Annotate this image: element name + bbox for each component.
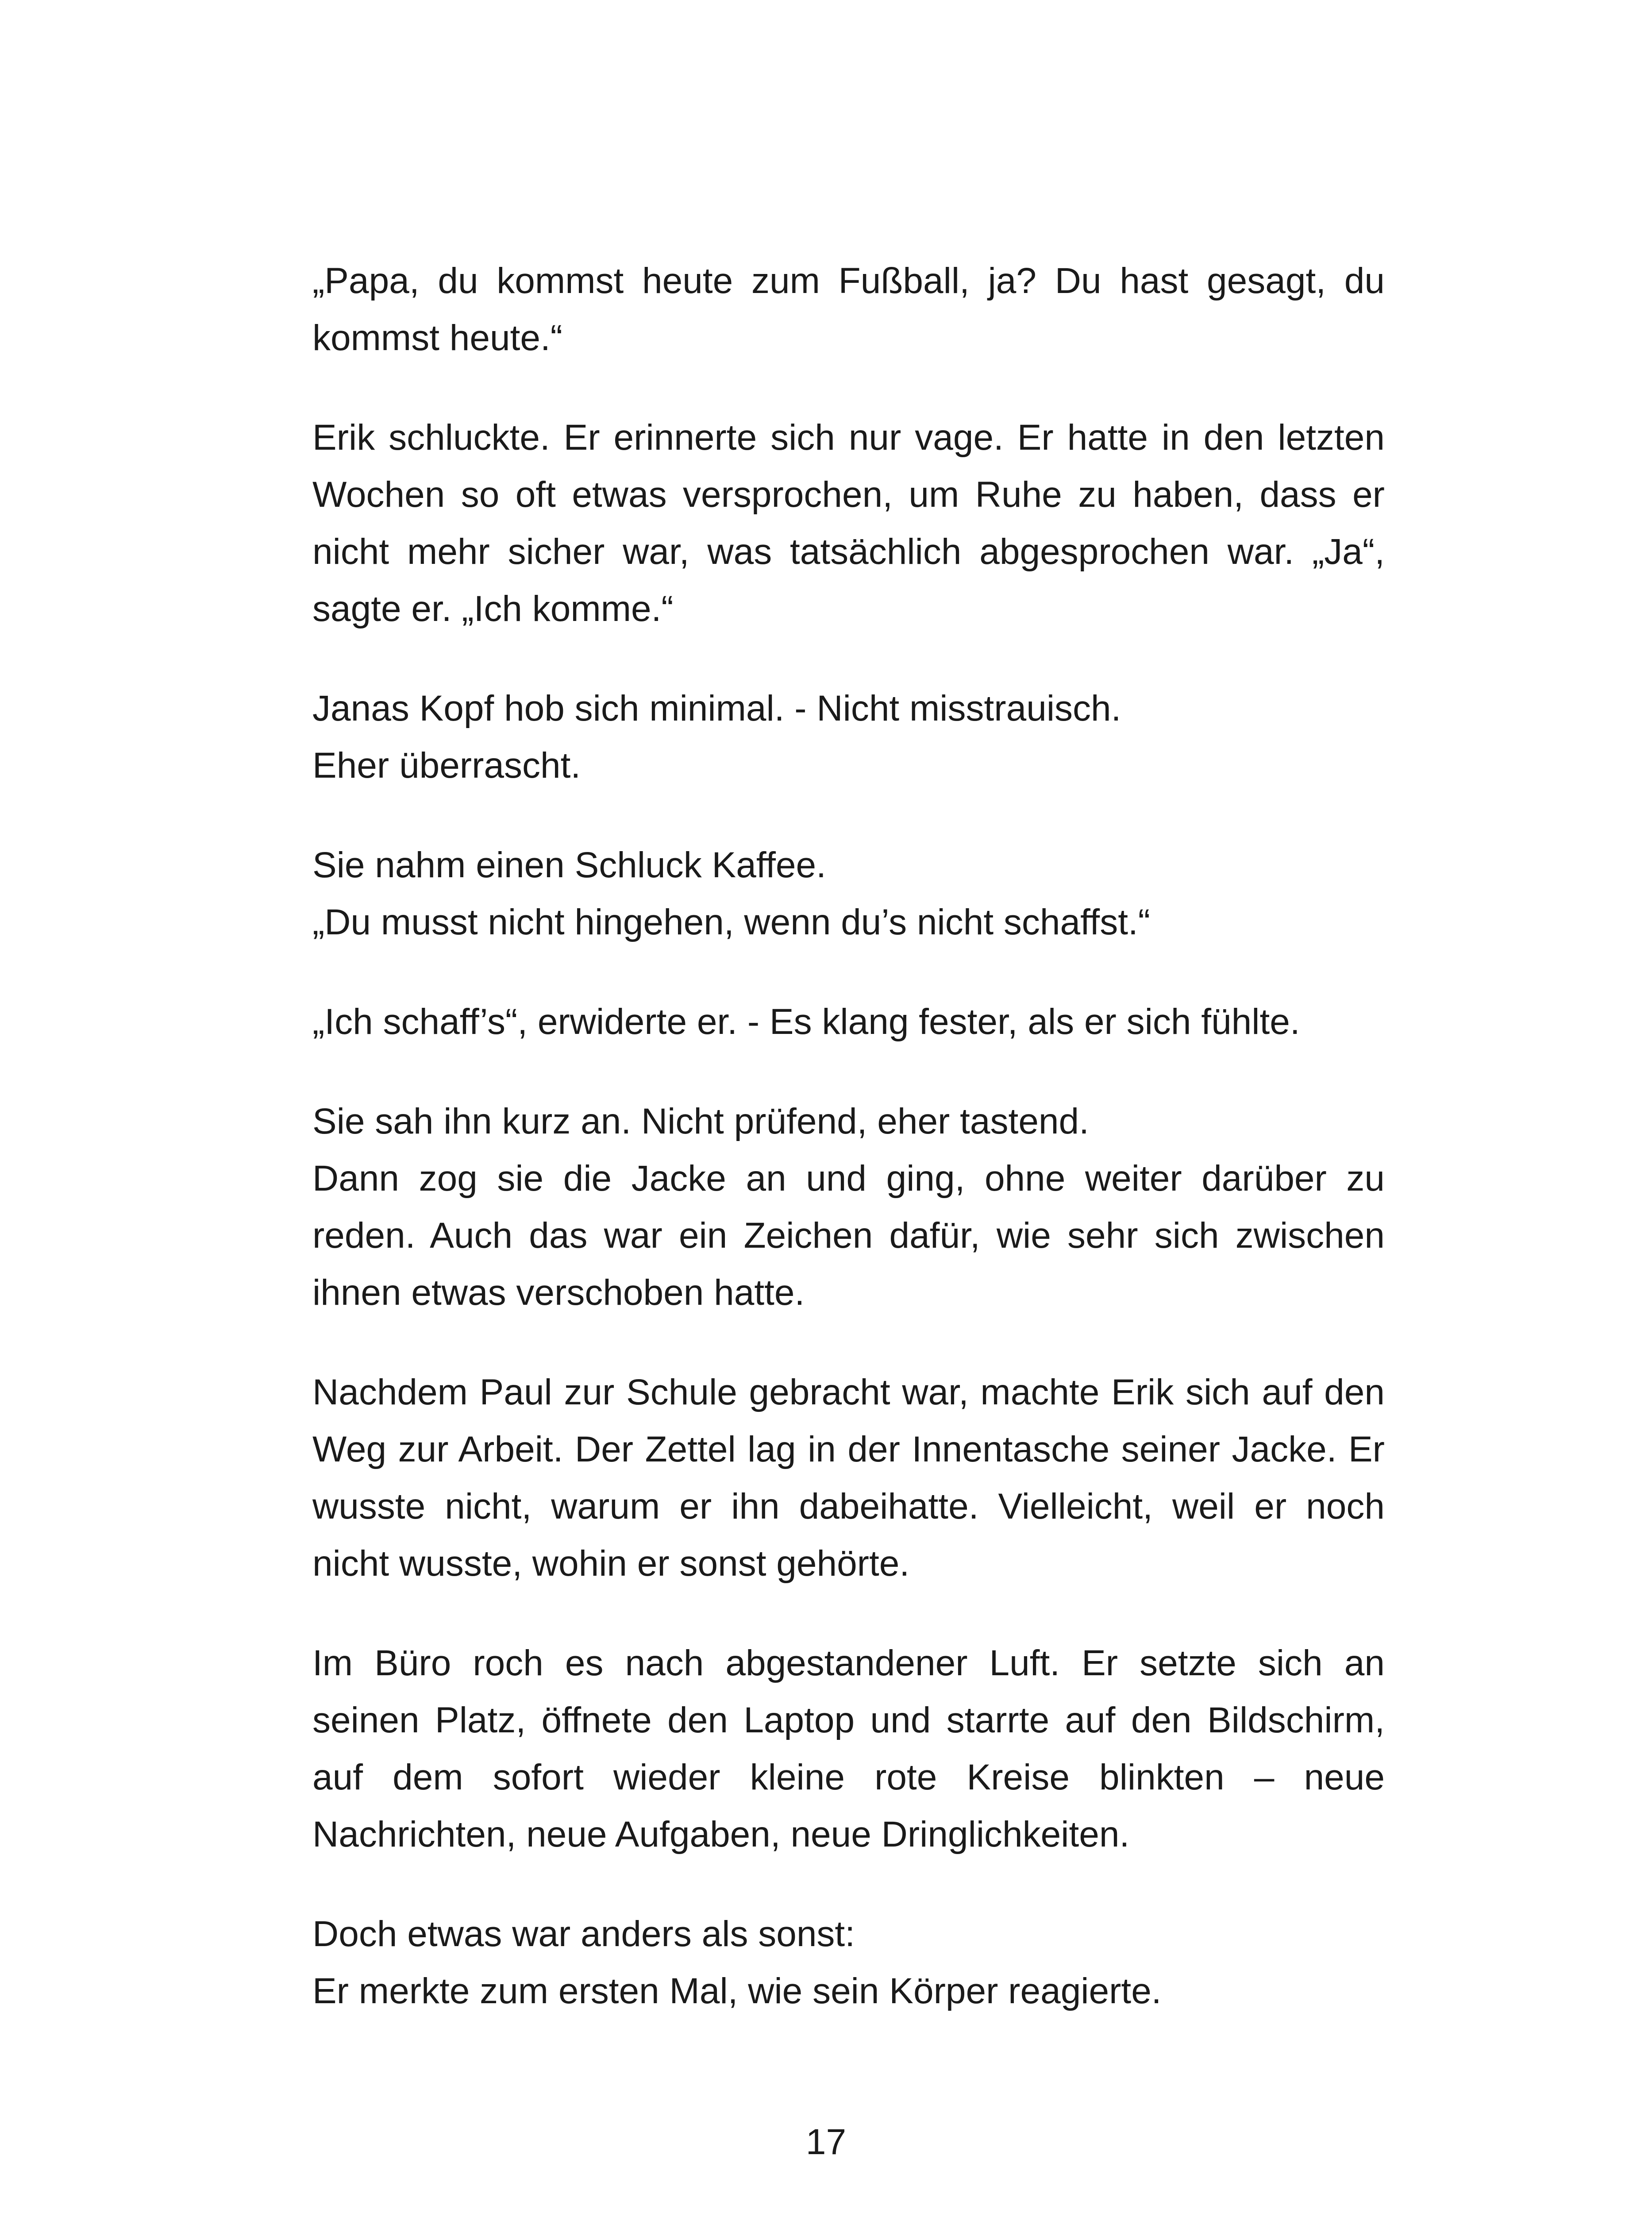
text-line: Dann zog sie die Jacke an und ging, ohne weiter darüber zu bbox=[312, 1158, 1385, 1199]
paragraph-6 bbox=[312, 1093, 1385, 1321]
text-line: Wochen so oft etwas versprochen, um Ruhe zu haben, dass er bbox=[312, 474, 1385, 515]
text-line: Erik schluckte. Er erinnerte sich nur vage. Er hatte in den letzten bbox=[312, 417, 1385, 458]
text-line: reden. Auch das war ein Zeichen dafür, wie sehr sich zwischen bbox=[312, 1215, 1385, 1256]
paragraph-9 bbox=[312, 1905, 1385, 2020]
text-line: „Ich schaff’s“, erwiderte er. - Es klang fester, als er sich fühlte. bbox=[312, 1002, 1300, 1042]
text-line: Nachdem Paul zur Schule gebracht war, machte Erik sich auf den bbox=[312, 1372, 1385, 1412]
text-line: Eher überrascht. bbox=[312, 745, 581, 786]
text-line: Weg zur Arbeit. Der Zettel lag in der Innentasche seiner Jacke. Er bbox=[312, 1429, 1385, 1469]
paragraph-7 bbox=[312, 1364, 1385, 1592]
paragraph-3 bbox=[312, 680, 1385, 794]
body-text bbox=[312, 252, 1385, 2062]
text-line: nicht mehr sicher war, was tatsächlich abgesprochen war. „Ja“, bbox=[312, 532, 1385, 572]
text-line: kommst heute.“ bbox=[312, 318, 563, 358]
paragraph-1 bbox=[312, 252, 1385, 366]
paragraph-8 bbox=[312, 1635, 1385, 1863]
paragraph-2 bbox=[312, 409, 1385, 637]
text-line: auf dem sofort wieder kleine rote Kreise blinkten – neue bbox=[312, 1757, 1385, 1797]
text-line: Sie nahm einen Schluck Kaffee. bbox=[312, 845, 826, 885]
text-line: seinen Platz, öffnete den Laptop und starrte auf den Bildschirm, bbox=[312, 1700, 1385, 1740]
text-line: Doch etwas war anders als sonst: bbox=[312, 1914, 855, 1954]
text-line: ihnen etwas verschoben hatte. bbox=[312, 1272, 805, 1313]
text-line: Janas Kopf hob sich minimal. - Nicht misstrauisch. bbox=[312, 688, 1121, 729]
text-line: „Du musst nicht hingehen, wenn du’s nicht schaffst.“ bbox=[312, 902, 1151, 942]
text-line: Nachrichten, neue Aufgaben, neue Dringlichkeiten. bbox=[312, 1814, 1130, 1854]
text-line: „Papa, du kommst heute zum Fußball, ja? Du hast gesagt, du bbox=[312, 261, 1385, 301]
text-line: Sie sah ihn kurz an. Nicht prüfend, eher tastend. bbox=[312, 1101, 1089, 1141]
text-line: wusste nicht, warum er ihn dabeihatte. Vielleicht, weil er noch bbox=[312, 1486, 1385, 1527]
text-line: Er merkte zum ersten Mal, wie sein Körper reagierte. bbox=[312, 1971, 1162, 2011]
page-number: 17 bbox=[805, 2122, 847, 2162]
paragraph-4 bbox=[312, 837, 1385, 951]
text-line: Im Büro roch es nach abgestandener Luft. Er setzte sich an bbox=[312, 1643, 1385, 1683]
text-line: sagte er. „Ich komme.“ bbox=[312, 589, 674, 629]
paragraph-5 bbox=[312, 993, 1385, 1050]
text-line: nicht wusste, wohin er sonst gehörte. bbox=[312, 1543, 910, 1584]
